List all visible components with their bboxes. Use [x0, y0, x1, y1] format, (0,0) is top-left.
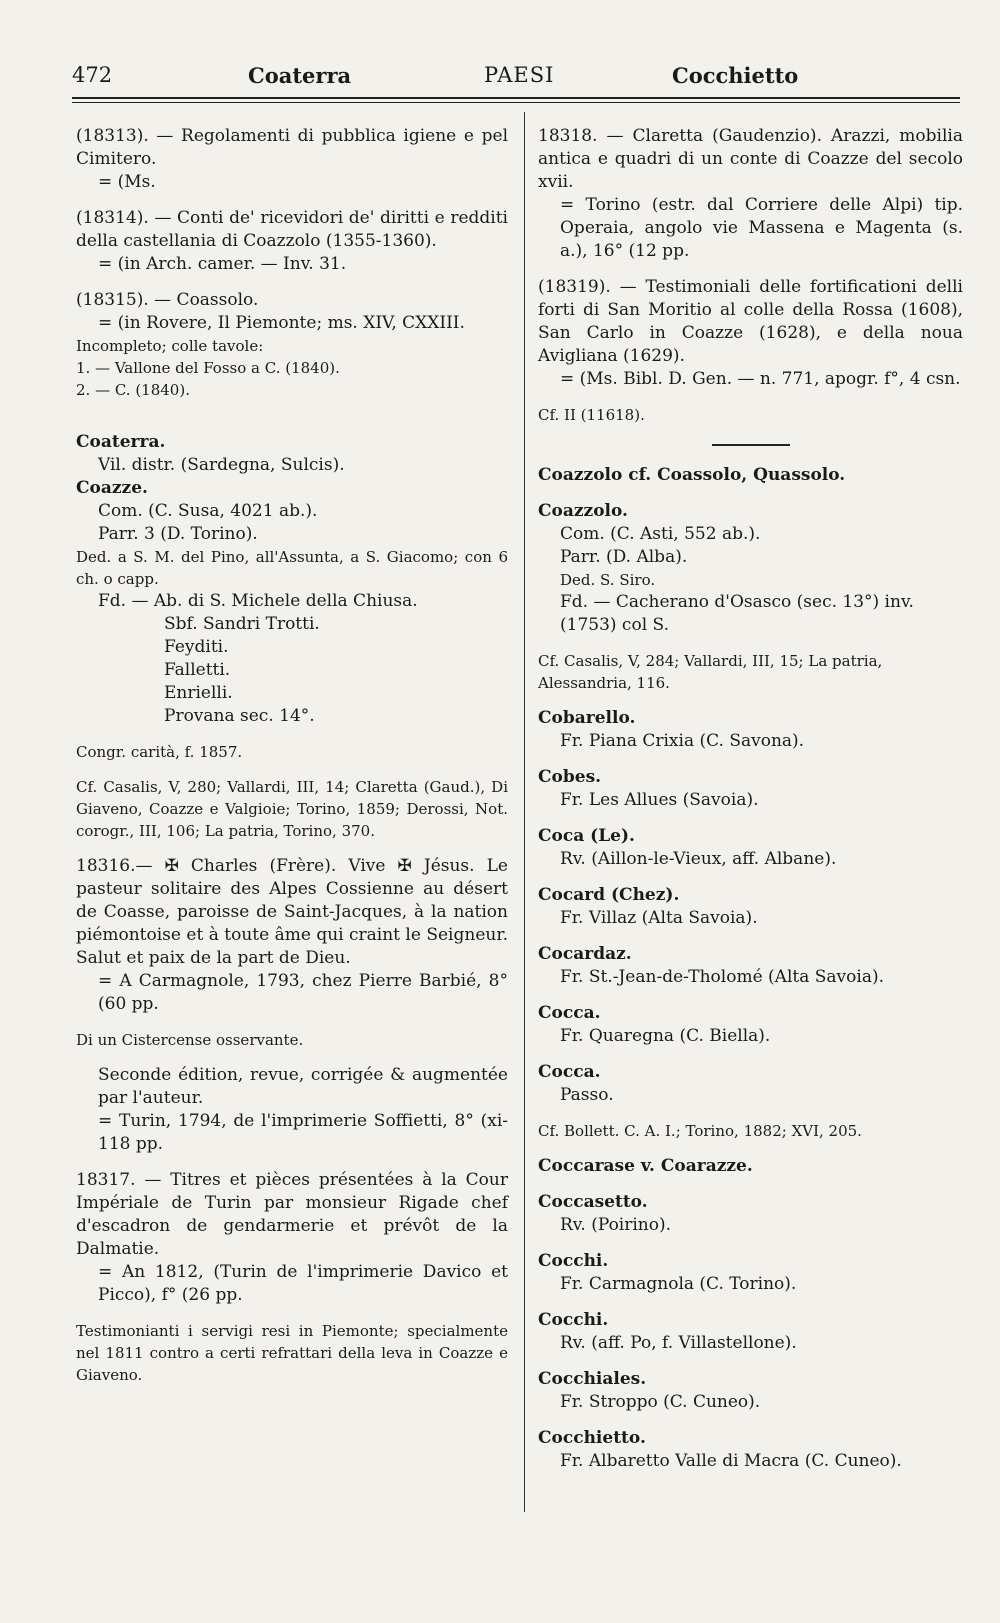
left-column	[76, 125, 508, 1386]
place-detail: Rv. (Aillon-le-Vieux, aff. Albane).	[560, 849, 837, 869]
place-heading: Cocardaz.	[538, 944, 632, 964]
place-heading: Coazzolo cf. Coassolo, Quassolo.	[538, 465, 846, 485]
place-detail: Provana sec. 14°.	[164, 706, 315, 726]
place-heading: Coccarase v. Coarazze.	[538, 1156, 753, 1176]
place-detail: Fr. Les Allues (Savoia).	[560, 790, 759, 810]
entry-source: = (in Arch. camer. — Inv. 31.	[98, 254, 347, 274]
place-detail: Enrielli.	[164, 683, 233, 703]
place-heading: Coca (Le).	[538, 826, 635, 846]
place-detail: Vil. distr. (Sardegna, Sulcis).	[98, 455, 345, 475]
place-heading: Cocchietto.	[538, 1428, 646, 1448]
place-detail: Fd. — Ab. di S. Michele della Chiusa.	[98, 591, 418, 611]
entry-note: Incompleto; colle tavole:	[76, 337, 264, 355]
entry-18315: (18315). — Coassolo.	[76, 290, 259, 310]
place-heading: Cocchi.	[538, 1251, 609, 1271]
entry-source: = Torino (estr. dal Corriere delle Alpi) tip. Operaia, angolo vie Massena e Magenta (s. a.), 16° (12 pp.	[560, 195, 963, 261]
entry-18317: 18317. — Titres et pièces présentées à la Cour Impériale de Turin par monsieur Rigade chef d'escadron de gendarmerie et prévôt de la Dalmatie.	[76, 1170, 508, 1259]
place-heading: Cocchiales.	[538, 1369, 647, 1389]
entry-source: = An 1812, (Turin de l'imprimerie Davico et Picco), f° (26 pp.	[98, 1262, 508, 1305]
place-detail: Fr. Stroppo (C. Cuneo).	[560, 1392, 761, 1412]
right-column	[538, 125, 963, 1473]
place-detail: Parr. (D. Alba).	[560, 547, 688, 567]
place-note: Ded. S. Siro.	[560, 571, 656, 589]
place-detail: Com. (C. Susa, 4021 ab.).	[98, 501, 318, 521]
place-note: Congr. carità, f. 1857.	[76, 743, 243, 761]
place-heading: Cocca.	[538, 1062, 601, 1082]
running-header	[72, 55, 960, 95]
entry-note: Testimonianti i servigi resi in Piemonte; specialmente nel 1811 contro a certi refrattari della leva in Coazze e Giaveno.	[76, 1322, 508, 1384]
place-detail: Rv. (aff. Po, f. Villastellone).	[560, 1333, 797, 1353]
place-heading: Coaterra.	[76, 432, 166, 452]
entry-18313: (18313). — Regolamenti di pubblica igiene e pel Cimitero.	[76, 126, 508, 169]
header-rule-thin	[72, 102, 960, 103]
place-detail: Fd. — Cacherano d'Osasco (sec. 13°) inv. (1753) col S.	[560, 592, 914, 635]
place-heading: Coazzolo.	[538, 501, 628, 521]
place-heading: Cobarello.	[538, 708, 636, 728]
entry-source: = (Ms. Bibl. D. Gen. — n. 771, apogr. f°, 4 csn.	[560, 369, 961, 389]
reference-note: Cf. Casalis, V, 280; Vallardi, III, 14; Claretta (Gaud.), Di Giaveno, Coazze e Valgioie; Torino, 1859; Derossi, Not. corogr., III, 106; La patria, Torino, 370.	[76, 778, 508, 840]
entry-source: = (Ms.	[98, 172, 156, 192]
entry-18314: (18314). — Conti de' ricevidori de' diritti e redditi della castellania di Coazzolo (1355-1360).	[76, 208, 508, 251]
reference-note: Cf. Bollett. C. A. I.; Torino, 1882; XVI, 205.	[538, 1122, 862, 1140]
page-number: 472	[72, 63, 113, 87]
place-detail: Feyditi.	[164, 637, 229, 657]
place-heading: Cobes.	[538, 767, 602, 787]
reference-note: Cf. Casalis, V, 284; Vallardi, III, 15; La patria, Alessandria, 116.	[538, 652, 883, 692]
place-detail: Parr. 3 (D. Torino).	[98, 524, 258, 544]
place-detail: Falletti.	[164, 660, 231, 680]
entry-18316: 18316.— ✠ Charles (Frère). Vive ✠ Jésus. Le pasteur solitaire des Alpes Cossienne au désert de Coasse, paroisse de Saint-Jacques, à la nation piémontoise et à toute âme qui craint le Seigneur. Salut et paix de la part de Dieu.	[76, 856, 508, 968]
place-heading: Coazze.	[76, 478, 148, 498]
entry-note: Seconde édition, revue, corrigée & augmentée par l'auteur.	[98, 1065, 508, 1108]
place-detail: Com. (C. Asti, 552 ab.).	[560, 524, 761, 544]
entry-note: 2. — C. (1840).	[76, 381, 190, 399]
right-running-title: Cocchietto	[672, 63, 799, 88]
place-heading: Coccasetto.	[538, 1192, 648, 1212]
place-detail: Fr. Villaz (Alta Savoia).	[560, 908, 758, 928]
place-detail: Passo.	[560, 1085, 614, 1105]
place-detail: Fr. St.-Jean-de-Tholomé (Alta Savoia).	[560, 967, 884, 987]
header-rule	[72, 97, 960, 99]
column-divider	[524, 112, 525, 1512]
entry-note: 1. — Vallone del Fosso a C. (1840).	[76, 359, 340, 377]
place-detail: Sbf. Sandri Trotti.	[164, 614, 320, 634]
entry-source: = A Carmagnole, 1793, chez Pierre Barbié, 8° (60 pp.	[98, 971, 508, 1014]
left-running-title: Coaterra	[248, 63, 352, 88]
place-heading: Cocard (Chez).	[538, 885, 680, 905]
place-detail: Fr. Piana Crixia (C. Savona).	[560, 731, 805, 751]
entry-note: Di un Cistercense osservante.	[76, 1031, 304, 1049]
entry-source: = Turin, 1794, de l'imprimerie Soffietti, 8° (xi-118 pp.	[98, 1111, 508, 1154]
place-detail: Fr. Albaretto Valle di Macra (C. Cuneo).	[560, 1451, 902, 1471]
place-heading: Cocca.	[538, 1003, 601, 1023]
reference-note: Cf. II (11618).	[538, 406, 645, 424]
place-detail: Fr. Carmagnola (C. Torino).	[560, 1274, 797, 1294]
place-heading: Cocchi.	[538, 1310, 609, 1330]
section-title: PAESI	[484, 63, 555, 87]
section-divider	[712, 444, 790, 446]
place-detail: Rv. (Poirino).	[560, 1215, 672, 1235]
entry-18318: 18318. — Claretta (Gaudenzio). Arazzi, mobilia antica e quadri di un conte di Coazze del secolo xvii.	[538, 126, 963, 192]
entry-18319: (18319). — Testimoniali delle fortificationi delli forti di San Moritio al colle della Rossa (1608), San Carlo in Coazze (1628), e della noua Avigliana (1629).	[538, 277, 963, 366]
place-detail: Fr. Quaregna (C. Biella).	[560, 1026, 771, 1046]
place-note: Ded. a S. M. del Pino, all'Assunta, a S. Giacomo; con 6 ch. o capp.	[76, 548, 508, 588]
entry-source: = (in Rovere, Il Piemonte; ms. XIV, CXXIII.	[98, 313, 465, 333]
